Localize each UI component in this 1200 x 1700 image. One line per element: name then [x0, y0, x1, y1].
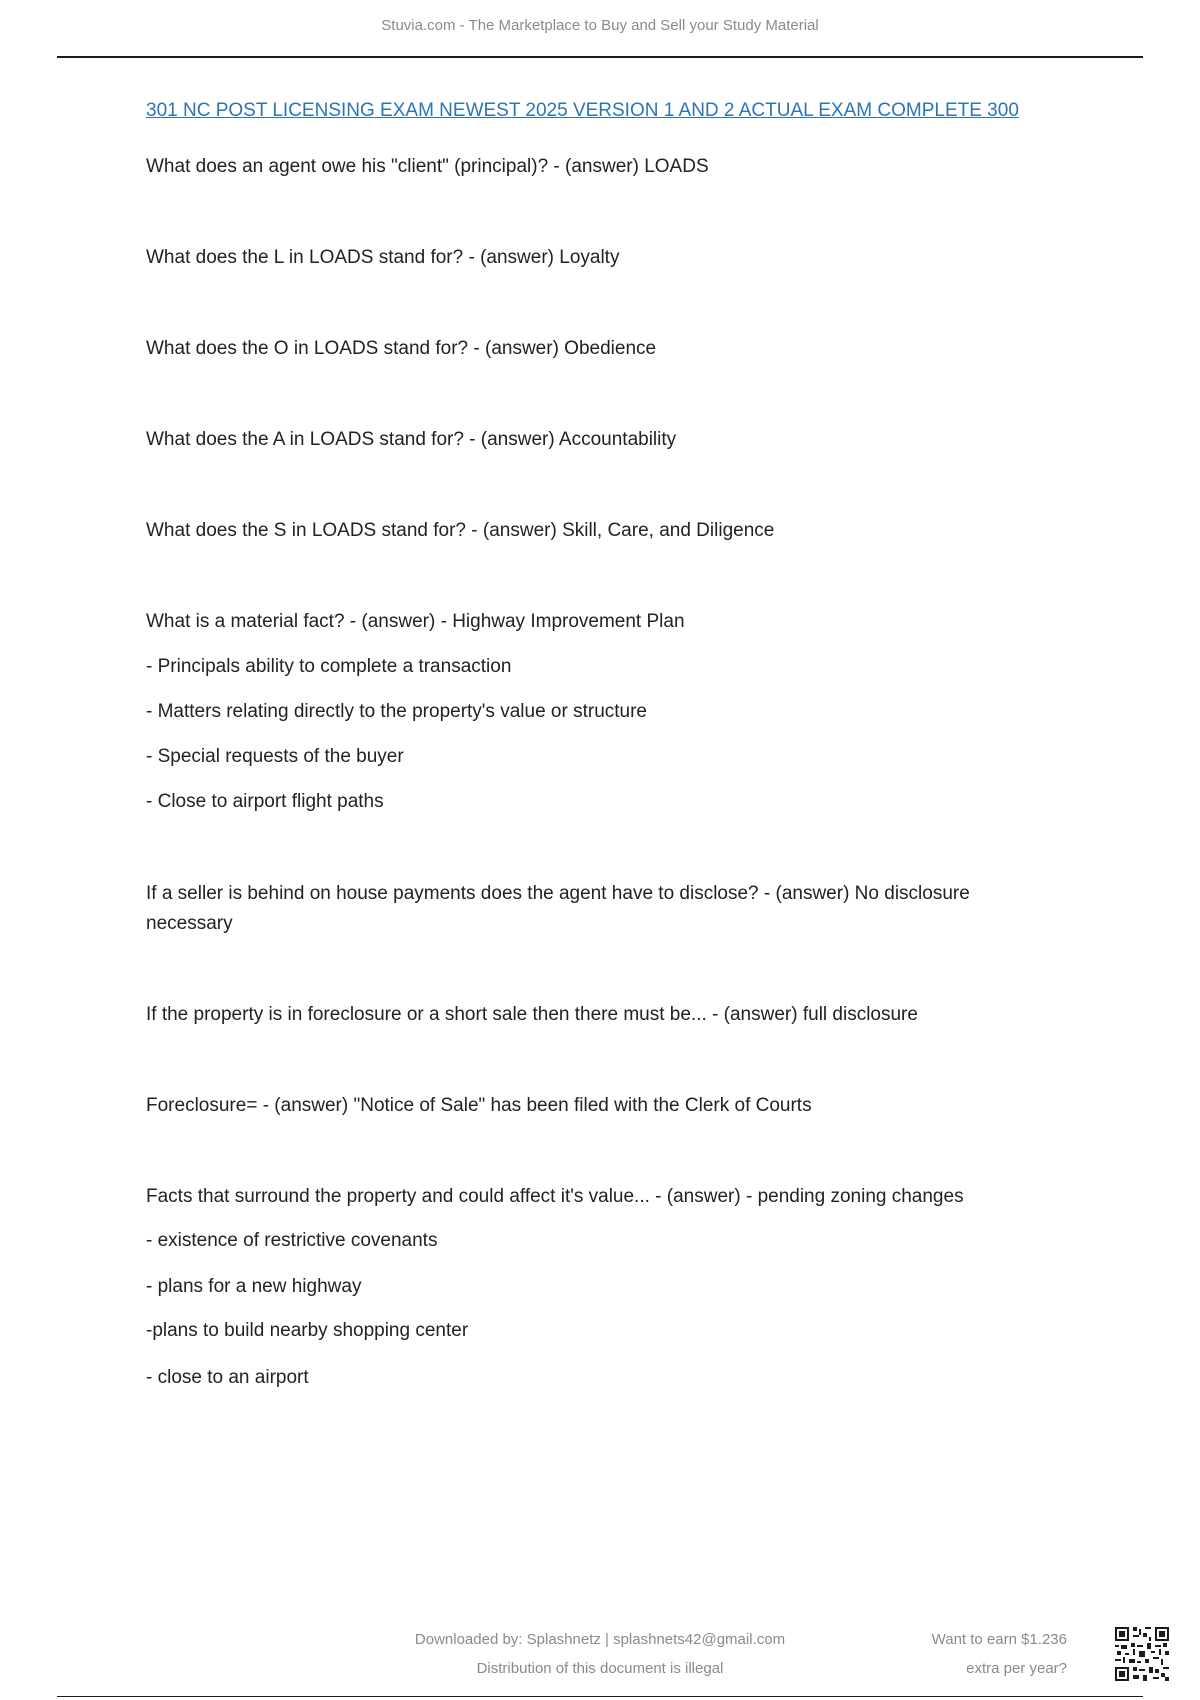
qa-item-material-fact — [146, 607, 1046, 637]
list-item: -plans to build nearby shopping center — [146, 1320, 469, 1341]
list-item: - Principals ability to complete a transaction — [146, 656, 512, 677]
header-site-text: Stuvia.com - The Marketplace to Buy and Sell your Study Material — [381, 17, 819, 34]
footer-downloaded-by: Downloaded by: Splashnetz | splashnets42@gmail.com — [414, 1631, 786, 1648]
list-item: - close to an airport — [146, 1367, 309, 1388]
qa-text: What does the L in LOADS stand for? - (answer) Loyalty — [146, 247, 620, 268]
header-divider — [57, 56, 1143, 58]
qa-item-obedience — [146, 334, 1046, 364]
qa-text: What is a material fact? - (answer) - Highway Improvement Plan — [146, 611, 685, 632]
list-item: - Close to airport flight paths — [146, 791, 384, 812]
qa-item-foreclosure-short-sale — [146, 1000, 1046, 1030]
qr-code-icon[interactable] — [1115, 1627, 1169, 1681]
qa-text: What does the A in LOADS stand for? - (answer) Accountability — [146, 429, 677, 450]
qa-item-loads — [146, 152, 1046, 182]
footer-distribution-notice: Distribution of this document is illegal — [476, 1660, 724, 1677]
qa-item-skill — [146, 516, 1046, 546]
footer-earn-line2[interactable]: extra per year? — [966, 1660, 1067, 1677]
qa-item-foreclosure-definition — [146, 1091, 1046, 1121]
list-item: - existence of restrictive covenants — [146, 1230, 438, 1251]
qa-item-surrounding-facts — [146, 1182, 1046, 1212]
qa-text: If the property is in foreclosure or a short sale then there must be... - (answer) full disclosure — [146, 1004, 918, 1025]
qa-text: Facts that surround the property and could affect it's value... - (answer) - pending zoning changes — [146, 1186, 964, 1207]
footer-divider — [57, 1696, 1143, 1697]
qa-text: Foreclosure= - (answer) "Notice of Sale" has been filed with the Clerk of Courts — [146, 1095, 812, 1116]
list-item: - plans for a new highway — [146, 1276, 362, 1297]
list-item: - Matters relating directly to the property's value or structure — [146, 701, 647, 722]
footer-earn-line1[interactable]: Want to earn $1.236 — [931, 1631, 1067, 1648]
list-item: - Special requests of the buyer — [146, 746, 404, 767]
qa-text: What does the O in LOADS stand for? - (answer) Obedience — [146, 338, 657, 359]
document-title-link[interactable]: 301 NC POST LICENSING EXAM NEWEST 2025 VERSION 1 AND 2 ACTUAL EXAM COMPLETE 300 — [146, 100, 1019, 121]
qa-text: What does an agent owe his "client" (principal)? - (answer) LOADS — [146, 156, 709, 177]
qa-item-accountability — [146, 425, 1046, 455]
qa-text: What does the S in LOADS stand for? - (answer) Skill, Care, and Diligence — [146, 520, 775, 541]
qa-item-seller-behind — [146, 879, 1046, 939]
qa-text: If a seller is behind on house payments does the agent have to disclose? - (answer) No disclosure necessary — [146, 883, 970, 934]
qa-item-loyalty — [146, 243, 1046, 273]
